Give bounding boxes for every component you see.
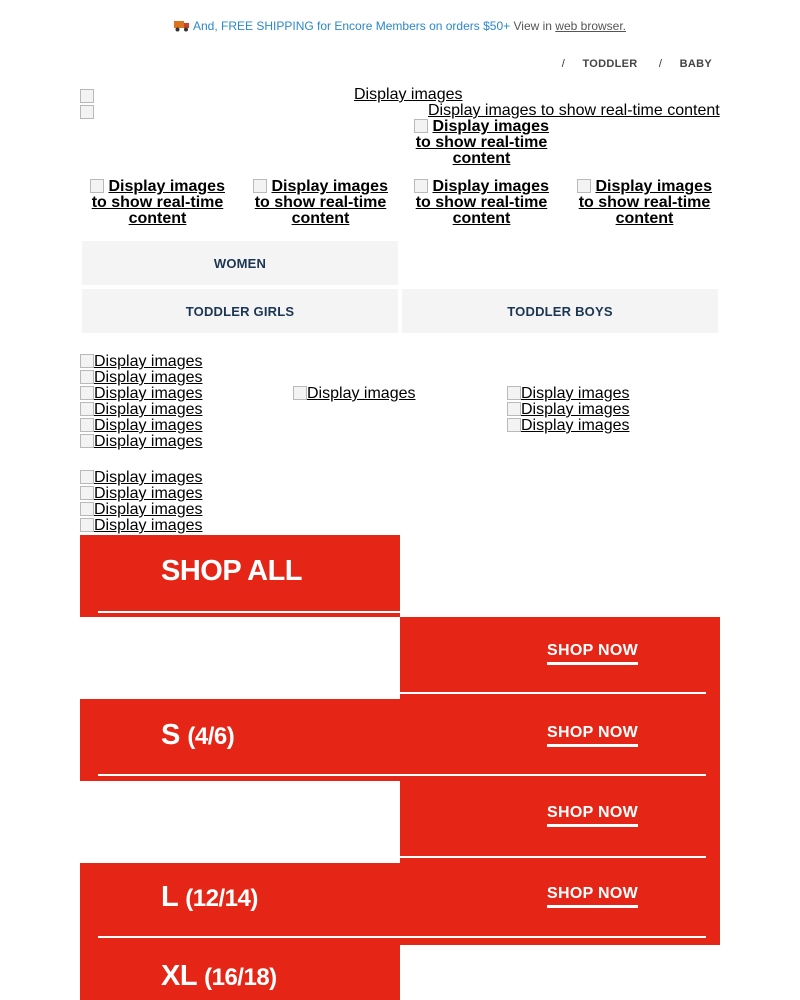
image-alt-text: to show real-time	[415, 194, 548, 211]
size-letter: XL	[161, 960, 197, 992]
image-alt-text: Display images	[94, 401, 203, 418]
broken-image-icon	[80, 518, 94, 532]
nav-toddler[interactable]: TODDLER	[582, 58, 638, 70]
broken-image-icon	[507, 402, 521, 416]
divider	[98, 774, 706, 776]
category-women-button[interactable]	[82, 241, 398, 285]
divider	[400, 856, 706, 858]
size-l-block[interactable]	[80, 863, 720, 945]
image-link[interactable]	[80, 386, 202, 402]
image-alt-text: Display images	[521, 401, 630, 418]
broken-image-icon	[90, 179, 104, 193]
image-alt-text: Display images to show real-time content	[428, 102, 720, 119]
shop-now-button[interactable]: SHOP NOW	[547, 725, 638, 747]
image-alt-text: Display images	[94, 485, 203, 502]
image-link[interactable]	[80, 418, 202, 434]
category-toddler-boys-button[interactable]	[402, 289, 718, 333]
broken-image-icon	[80, 402, 94, 416]
size-letter: S	[161, 719, 180, 751]
size-range: (12/14)	[185, 885, 258, 912]
image-alt-text: Display images	[108, 178, 225, 195]
image-link[interactable]	[80, 434, 202, 450]
broken-image-icon	[80, 434, 94, 448]
divider	[98, 936, 706, 938]
nav-baby[interactable]: BABY	[679, 58, 712, 70]
image-link[interactable]	[293, 386, 415, 402]
size-range: (4/6)	[187, 723, 235, 750]
broken-image-icon	[507, 386, 521, 400]
size-l-label	[161, 881, 258, 914]
broken-image-icon	[80, 386, 94, 400]
shop-now-button[interactable]: SHOP NOW	[547, 805, 638, 827]
image-link[interactable]	[80, 486, 202, 502]
nav-separator: /	[561, 58, 566, 70]
image-alt-text: Display images	[94, 353, 203, 370]
broken-image-icon	[414, 179, 428, 193]
image-link[interactable]	[80, 502, 202, 518]
broken-image-icon	[80, 470, 94, 484]
image-alt-text: Display images	[432, 178, 549, 195]
size-xs-block[interactable]	[400, 617, 720, 699]
promo-image-tile[interactable]	[80, 179, 235, 227]
image-alt-text: content	[128, 210, 187, 227]
shop-now-button[interactable]: SHOP NOW	[547, 886, 638, 908]
image-alt-text: to show real-time	[415, 134, 548, 151]
image-alt-text: Display images	[94, 433, 203, 450]
promo-text: And, FREE SHIPPING for Encore Members on orders $50+	[193, 19, 511, 33]
divider	[98, 611, 400, 613]
view-in-label: View in	[513, 19, 552, 33]
image-alt-text: Display images	[94, 385, 203, 402]
size-xl-block[interactable]	[80, 945, 400, 1000]
size-s-label	[161, 719, 234, 752]
broken-image-icon	[80, 486, 94, 500]
shop-now-button[interactable]: SHOP NOW	[547, 643, 638, 665]
promo-image-tile[interactable]	[404, 119, 559, 167]
broken-image-icon	[414, 119, 428, 133]
web-browser-link[interactable]: web browser.	[555, 19, 626, 33]
image-alt-text: content	[452, 150, 511, 167]
image-alt-text: Display images	[94, 501, 203, 518]
category-label: TODDLER GIRLS	[185, 303, 295, 319]
size-range: (16/18)	[204, 964, 277, 991]
image-alt-text: Display images	[521, 385, 630, 402]
broken-image-icon	[80, 104, 94, 122]
image-alt-text: to show real-time	[578, 194, 711, 211]
broken-image-icon	[80, 502, 94, 516]
image-link[interactable]	[80, 518, 202, 534]
nav-separator: /	[658, 58, 663, 70]
image-link[interactable]	[507, 386, 629, 402]
image-alt-text: to show real-time	[254, 194, 387, 211]
image-list-bottom	[80, 470, 202, 534]
image-alt-text: content	[452, 210, 511, 227]
top-nav	[548, 58, 712, 70]
image-alt-text: content	[291, 210, 350, 227]
image-link[interactable]	[507, 402, 629, 418]
promo-banner	[0, 18, 800, 36]
promo-image-tile[interactable]	[404, 179, 559, 227]
image-alt-text: to show real-time	[91, 194, 224, 211]
header-image-link[interactable]	[354, 87, 462, 103]
image-alt-text: Display images	[94, 517, 203, 534]
image-alt-text: content	[615, 210, 674, 227]
shop-all-block[interactable]	[80, 535, 400, 617]
broken-image-icon	[80, 354, 94, 368]
promo-image-tile[interactable]	[567, 179, 722, 227]
broken-image-icon	[80, 370, 94, 384]
size-m-block[interactable]	[400, 781, 720, 863]
image-list-middle	[293, 386, 415, 402]
broken-image-icon	[253, 179, 267, 193]
size-xl-label	[161, 960, 277, 993]
image-alt-text: Display images	[595, 178, 712, 195]
image-alt-text: Display images	[271, 178, 388, 195]
image-alt-text: Display images	[94, 369, 203, 386]
image-link[interactable]	[80, 470, 202, 486]
broken-image-icon	[507, 418, 521, 432]
divider	[400, 692, 706, 694]
image-link[interactable]	[507, 418, 629, 434]
size-s-block[interactable]	[80, 699, 720, 781]
size-letter: L	[161, 881, 178, 913]
image-alt-text: Display images	[521, 417, 630, 434]
image-list-left	[80, 354, 202, 450]
shop-all-label: SHOP ALL	[161, 555, 303, 587]
image-alt-text: Display images	[94, 417, 203, 434]
truck-icon	[174, 20, 190, 36]
image-alt-text: Display images	[354, 86, 463, 103]
category-label: WOMEN	[213, 255, 267, 271]
image-link[interactable]	[80, 370, 202, 386]
broken-image-icon	[80, 418, 94, 432]
category-label: TODDLER BOYS	[507, 303, 613, 319]
category-toddler-girls-button[interactable]	[82, 289, 398, 333]
broken-image-icon	[577, 179, 591, 193]
broken-image-icon	[293, 386, 307, 400]
image-link[interactable]	[80, 402, 202, 418]
image-alt-text: Display images	[94, 469, 203, 486]
image-alt-text: Display images	[432, 118, 549, 135]
image-alt-text: Display images	[307, 385, 416, 402]
image-link[interactable]	[80, 354, 202, 370]
promo-image-tile[interactable]	[243, 179, 398, 227]
header-image-link[interactable]	[428, 103, 720, 119]
image-list-right	[507, 386, 629, 434]
